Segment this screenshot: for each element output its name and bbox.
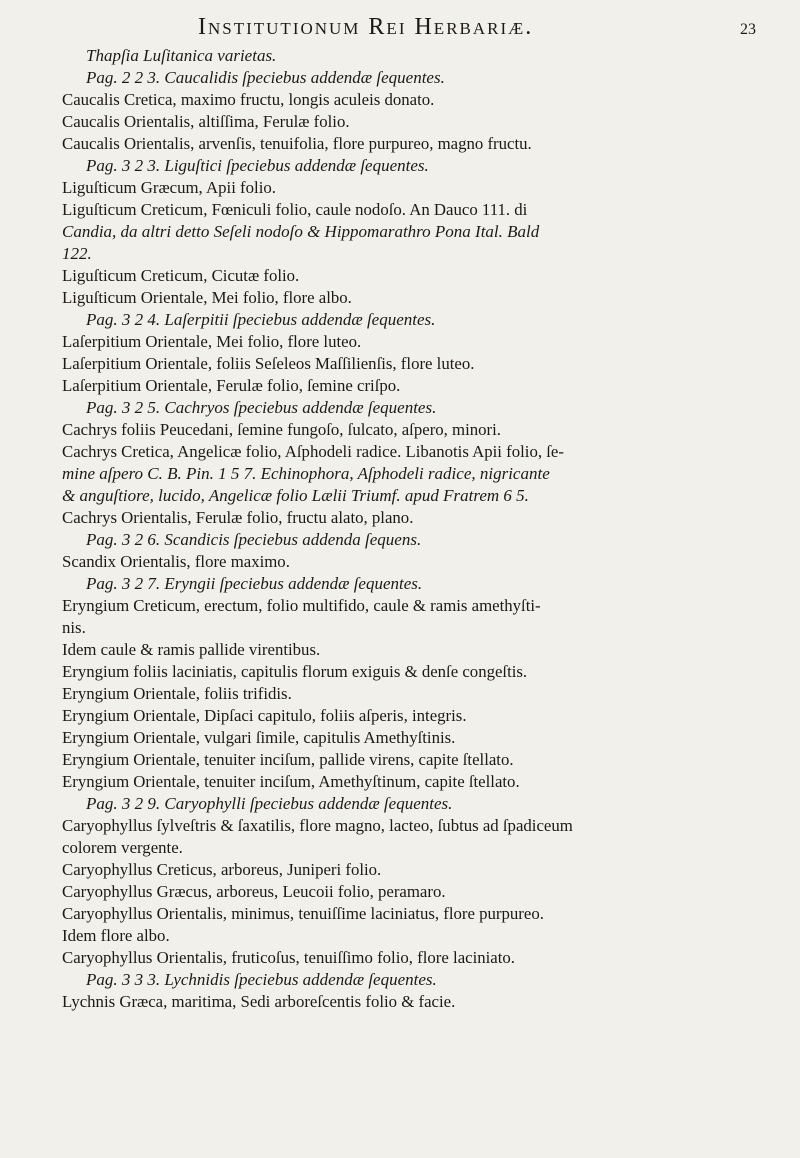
text-line: Eryngium Orientale, tenuiter inciſum, Amethyſtinum, capite ſtellato. (62, 772, 520, 791)
text-line-italic: Pag. 3 3 3. Lychnidis ſpeciebus addendæ ſequentes. (86, 970, 437, 989)
text-line: Lychnis Græca, maritima, Sedi arboreſcentis folio & facie. (62, 992, 456, 1011)
text-line-italic: mine aſpero C. B. Pin. 1 5 7. Echinophora, Aſphodeli radice, nigricante (62, 464, 550, 483)
text-line: Liguſticum Creticum, Cicutæ folio. (62, 266, 300, 285)
text-line-italic: Pag. 3 2 3. Liguſtici ſpeciebus addendæ ſequentes. (86, 156, 429, 175)
text-line: Eryngium Orientale, Dipſaci capitulo, foliis aſperis, integris. (62, 706, 467, 725)
text-line-italic: Pag. 2 2 3. Caucalidis ſpeciebus addendæ ſequentes. (86, 68, 445, 87)
text-body (62, 45, 766, 1013)
text-line: Eryngium Orientale, foliis trifidis. (62, 684, 292, 703)
text-line: Caryophyllus Orientalis, minimus, tenuiſſime laciniatus, flore purpureo. (62, 904, 544, 923)
text-line-italic: Pag. 3 2 9. Caryophylli ſpeciebus addendæ ſequentes. (86, 794, 453, 813)
text-line-italic: Pag. 3 2 5. Cachryos ſpeciebus addendæ ſequentes. (86, 398, 437, 417)
text-line: Scandix Orientalis, flore maximo. (62, 552, 290, 571)
running-title: Institutionum Rei Herbariæ. (198, 14, 534, 40)
running-head (62, 14, 766, 42)
text-line: Laſerpitium Orientale, Ferulæ folio, ſemine criſpo. (62, 376, 401, 395)
text-line: Eryngium foliis laciniatis, capitulis florum exiguis & denſe congeſtis. (62, 662, 528, 681)
page-number: 23 (740, 21, 756, 38)
text-line: Laſerpitium Orientale, foliis Seſeleos Maſſilienſis, flore luteo. (62, 354, 475, 373)
text-line: nis. (62, 618, 86, 637)
text-line: Cachrys Cretica, Angelicæ folio, Aſphodeli radice. Libanotis Apii folio, ſe- (62, 442, 564, 461)
text-line: Laſerpitium Orientale, Mei folio, flore luteo. (62, 332, 362, 351)
text-line: Liguſticum Creticum, Fœniculi folio, caule nodoſo. An Dauco 111. di (62, 200, 528, 219)
text-line: Caryophyllus Creticus, arboreus, Juniperi folio. (62, 860, 382, 879)
text-line: Eryngium Orientale, tenuiter inciſum, pallide virens, capite ſtellato. (62, 750, 514, 769)
text-line: Liguſticum Orientale, Mei folio, flore albo. (62, 288, 352, 307)
text-line: colorem vergente. (62, 838, 183, 857)
text-line-italic: Pag. 3 2 4. Laſerpitii ſpeciebus addendæ ſequentes. (86, 310, 436, 329)
text-line: Eryngium Orientale, vulgari ſimile, capitulis Amethyſtinis. (62, 728, 456, 747)
text-line-italic: Thapſia Luſitanica varietas. (86, 46, 277, 65)
text-line: Caryophyllus Orientalis, fruticoſus, tenuiſſimo folio, flore laciniato. (62, 948, 516, 967)
text-line: Caucalis Cretica, maximo fructu, longis aculeis donato. (62, 90, 435, 109)
text-line: Caryophyllus Græcus, arboreus, Leucoii folio, peramaro. (62, 882, 446, 901)
text-line-italic: Candia, da altri detto Seſeli nodoſo & Hippomarathro Pona Ital. Bald (62, 222, 540, 241)
text-line: Cachrys foliis Peucedani, ſemine fungoſo, ſulcato, aſpero, minori. (62, 420, 502, 439)
text-line: Cachrys Orientalis, Ferulæ folio, fructu alato, plano. (62, 508, 414, 527)
text-line: Caucalis Orientalis, altiſſima, Ferulæ folio. (62, 112, 350, 131)
text-line: Idem flore albo. (62, 926, 170, 945)
text-line-italic: Pag. 3 2 6. Scandicis ſpeciebus addenda ſequens. (86, 530, 422, 549)
text-line: Idem caule & ramis pallide virentibus. (62, 640, 321, 659)
text-line-italic: Pag. 3 2 7. Eryngii ſpeciebus addendæ ſequentes. (86, 574, 423, 593)
text-line-italic: 122. (62, 244, 92, 263)
text-line: Eryngium Creticum, erectum, folio multifido, caule & ramis amethyſti- (62, 596, 541, 615)
text-line: Liguſticum Græcum, Apii folio. (62, 178, 276, 197)
text-line: Caryophyllus ſylveſtris & ſaxatilis, flore magno, lacteo, ſubtus ad ſpadiceum (62, 816, 573, 835)
text-line: Caucalis Orientalis, arvenſis, tenuifolia, flore purpureo, magno fructu. (62, 134, 532, 153)
text-line-italic: & anguſtiore, lucido, Angelicæ folio Lælii Triumf. apud Fratrem 6 5. (62, 486, 529, 505)
